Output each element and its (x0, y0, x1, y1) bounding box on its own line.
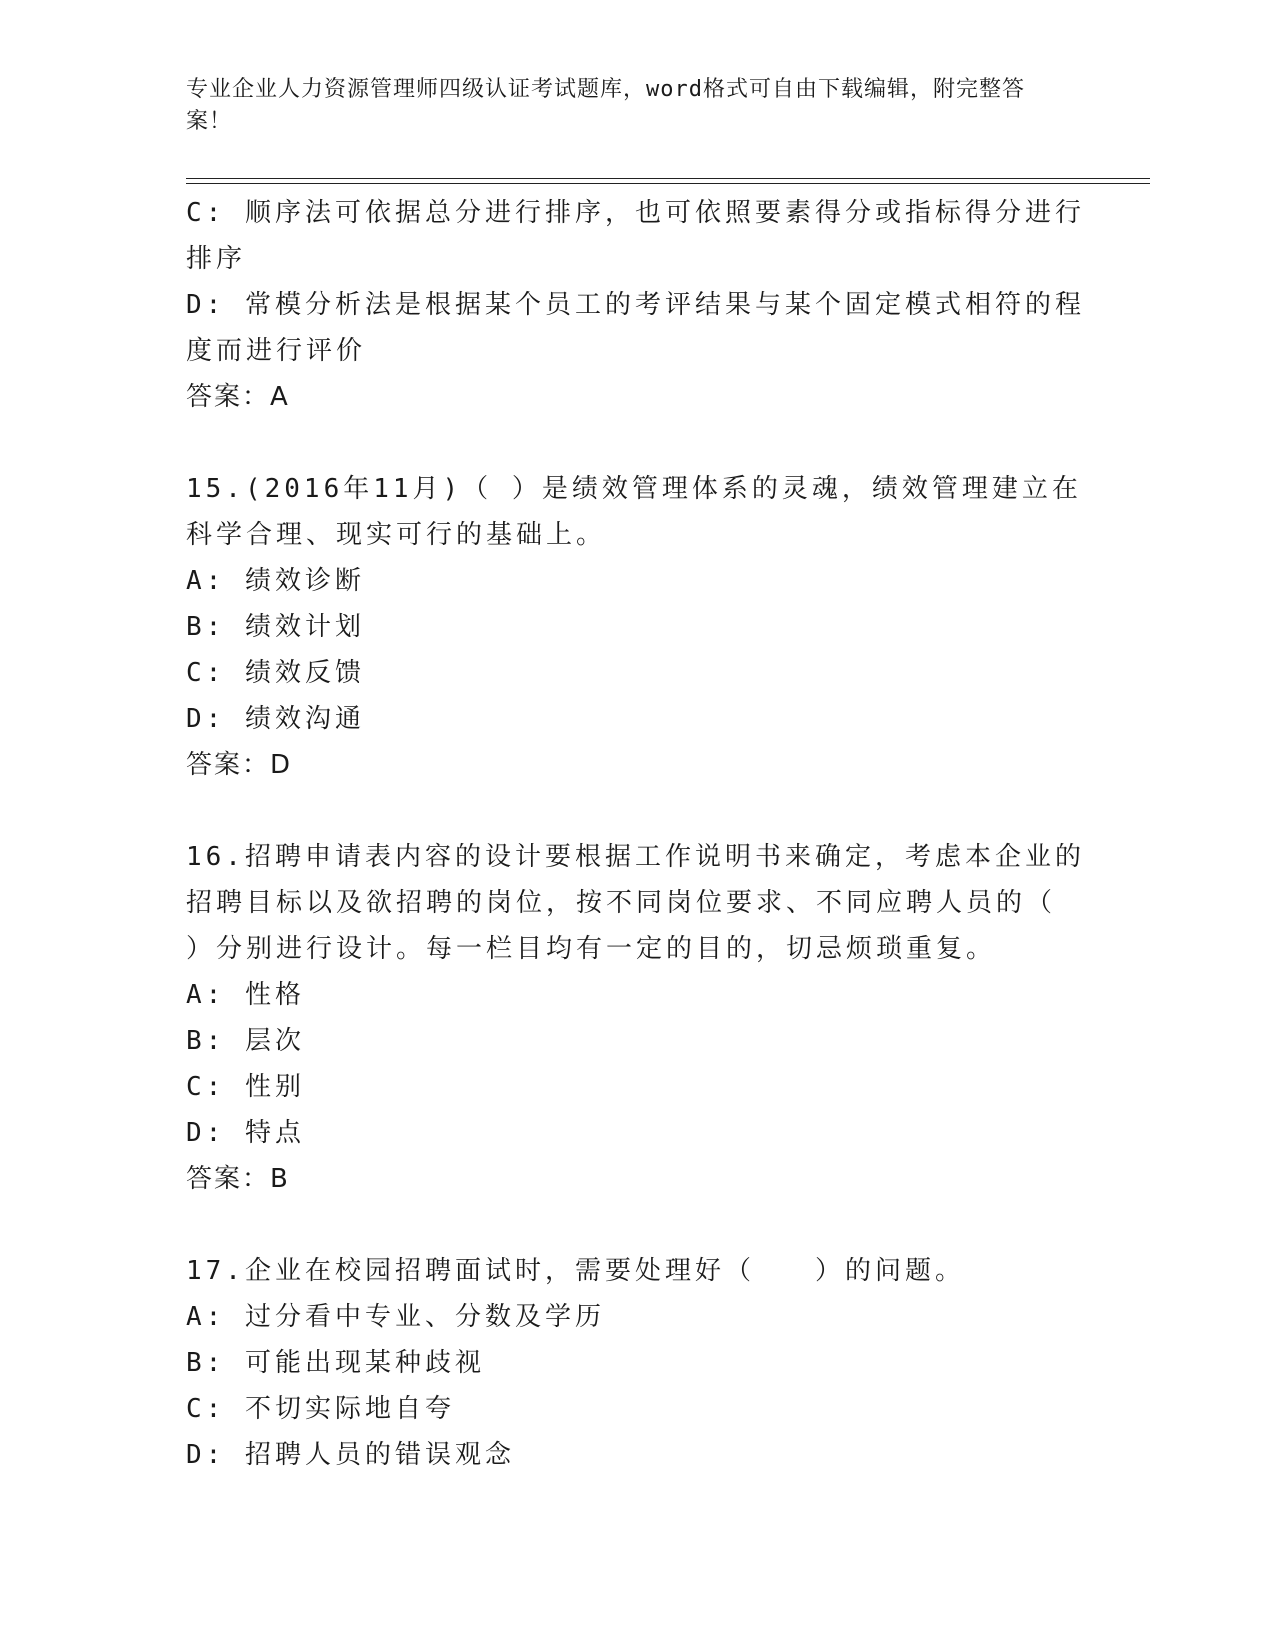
question-stem: 16.招聘申请表内容的设计要根据工作说明书来确定，考虑本企业的招聘目标以及欲招聘的岗位，按不同岗位要求、不同应聘人员的（ ）分别进行设计。每一栏目均有一定的目的，切忌烦琐重复。 (186, 842, 1085, 964)
answer: 答案：D (186, 750, 293, 780)
option-a: A: 过分看中专业、分数及学历 (186, 1302, 605, 1332)
option-d: D: 绩效沟通 (186, 704, 365, 734)
question-16 (186, 834, 1086, 1202)
spacer (186, 788, 1086, 834)
spacer (186, 1202, 1086, 1248)
header-rule-top (186, 178, 1150, 179)
answer: 答案：B (186, 1164, 290, 1194)
question-17 (186, 1248, 1086, 1478)
option-a: A: 绩效诊断 (186, 566, 365, 596)
header-rule-bottom (186, 183, 1150, 184)
document-header: 专业企业人力资源管理师四级认证考试题库，word格式可自由下载编辑，附完整答案！ (186, 77, 1025, 134)
option-c: C: 顺序法可依据总分进行排序，也可依照要素得分或指标得分进行排序 (186, 198, 1085, 274)
question-stem: 17.企业在校园招聘面试时，需要处理好（ ）的问题。 (186, 1256, 965, 1286)
question-15 (186, 466, 1086, 788)
option-b: B: 层次 (186, 1026, 305, 1056)
spacer (186, 420, 1086, 466)
option-d: D: 常模分析法是根据某个员工的考评结果与某个固定模式相符的程度而进行评价 (186, 290, 1085, 366)
option-d: D: 特点 (186, 1118, 305, 1148)
document-body (186, 190, 1086, 1478)
option-c: C: 性别 (186, 1072, 305, 1102)
answer: 答案：A (186, 382, 290, 412)
option-b: B: 可能出现某种歧视 (186, 1348, 485, 1378)
option-c: C: 绩效反馈 (186, 658, 365, 688)
option-d: D: 招聘人员的错误观念 (186, 1440, 515, 1470)
option-c: C: 不切实际地自夸 (186, 1394, 455, 1424)
option-a: A: 性格 (186, 980, 305, 1010)
question-stem: 15.(2016年11月)（ ）是绩效管理体系的灵魂，绩效管理建立在科学合理、现实可行的基础上。 (186, 474, 1082, 550)
option-b: B: 绩效计划 (186, 612, 365, 642)
